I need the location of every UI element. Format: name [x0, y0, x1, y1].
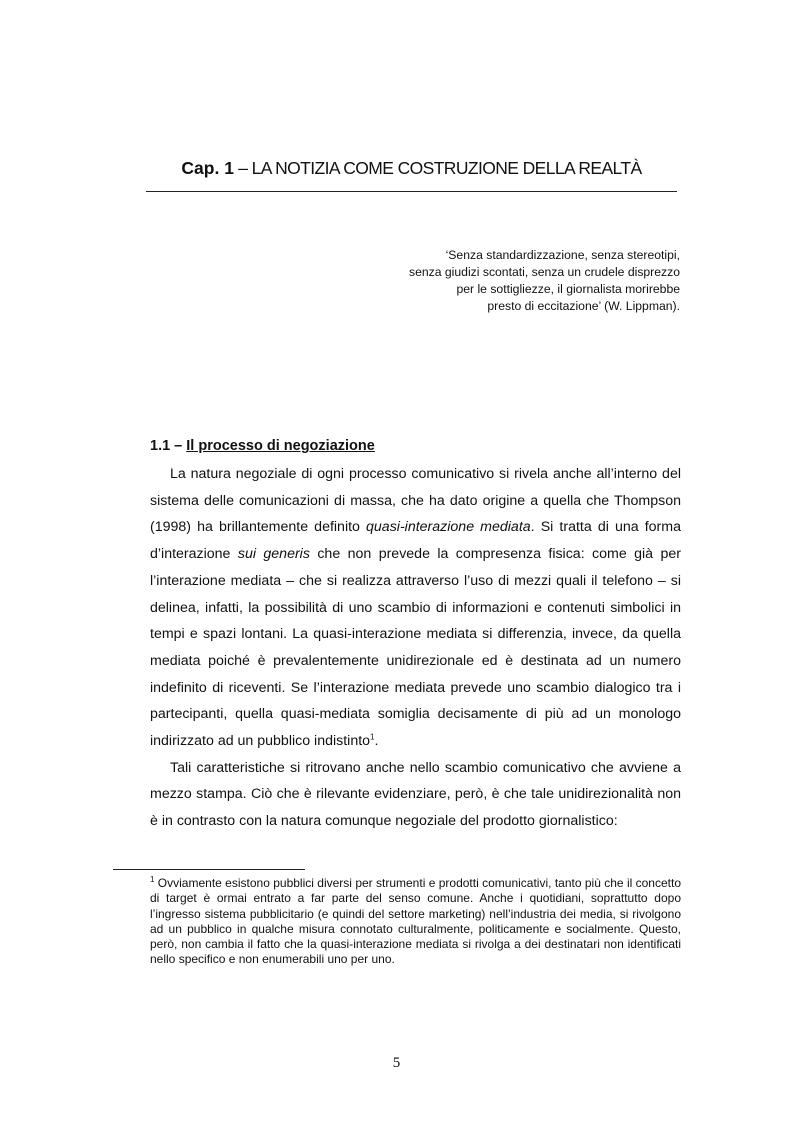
footnote [150, 876, 681, 968]
title-divider [146, 191, 677, 192]
chapter-label: Cap. 1 [181, 158, 234, 178]
footnote-reference[interactable]: 1 [370, 732, 375, 742]
footnote-divider [113, 869, 305, 870]
paragraph-1-text-c: che non prevede la compresenza fisica: come già per l’interazione mediata – che si realizza attraverso l’uso di mezzi quali il telefono – si delinea, infatti, la possibilità di uno scambio di informazioni e contenuti simbolici in tempi e spazi lontani. La quasi-interazione mediata si differenzia, invece, da quella mediata poiché è prevalentemente unidirezionale ed è destinata ad un numero indefinito di riceventi. Se l’interazione mediata prevede uno scambio dialogico tra i partecipanti, quella quasi-mediata somiglia decisamente di più ad un monologo indirizzato ad un pubblico indistinto [150, 546, 681, 750]
footnote-number: 1 [150, 875, 155, 884]
term-sui-generis: sui generis [237, 546, 310, 563]
body-text [150, 461, 681, 835]
epigraph-line: ‘Senza standardizzazione, senza stereotipi, [445, 248, 680, 262]
chapter-title [146, 158, 677, 179]
epigraph-line: per le sottigliezze, il giornalista morirebbe [456, 282, 680, 296]
section-heading [150, 438, 375, 454]
epigraph [320, 247, 680, 315]
page-number: 5 [392, 1055, 401, 1071]
paragraph-1-text-b: . Si tratta di una forma d’interazione [150, 519, 681, 563]
epigraph-line: senza giudizi scontati, senza un crudele disprezzo [409, 265, 680, 279]
footnote-text: Ovviamente esistono pubblici diversi per strumenti e prodotti comunicativi, tanto più che il concetto di target è ormai entrato a far parte del senso comune. Anche i quotidiani, soprattutto dopo l’ingresso sistema pubblicitario (e quindi del settore marketing) nell’industria dei media, si rivolgono ad un pubblico in qualche misura connotato culturalmente, politicamente e socialmente. Questo, però, non cambia il fatto che la quasi-interazione mediata si rivolga a dei destinatari non identificati nello specifico e non enumerabili uno per uno. [150, 876, 681, 967]
paragraph-2: Tali caratteristiche si ritrovano anche nello scambio comunicativo che avviene a mezzo stampa. Ciò che è rilevante evidenziare, però, è che tale unidirezionalità non è in contrasto con la natura comunque negoziale del prodotto giornalistico: [150, 759, 681, 830]
epigraph-line: presto di eccitazione’ (W. Lippman). [487, 299, 680, 313]
chapter-title-text: – LA NOTIZIA COME COSTRUZIONE DELLA REALTÀ [238, 158, 642, 178]
paragraph-1-text-a: La natura negoziale di ogni processo comunicativo si rivela anche all’interno del sistema delle comunicazioni di massa, che ha dato origine a quella che Thompson (1998) ha brillantemente definito [150, 466, 681, 536]
paragraph-1 [150, 461, 681, 755]
paragraph-1-end: . [374, 733, 379, 750]
section-title: Il processo di negoziazione [186, 438, 375, 454]
section-number: 1.1 – [150, 438, 183, 454]
term-quasi-interazione-mediata: quasi-interazione mediata [366, 519, 531, 536]
